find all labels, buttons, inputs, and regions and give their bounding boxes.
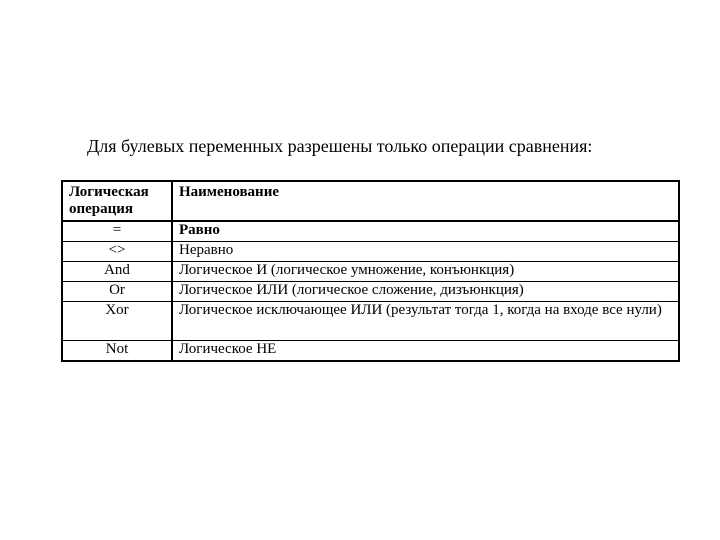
name-cell: Логическое исключающее ИЛИ (результат тогда 1, когда на входе все нули) <box>172 302 679 341</box>
table-row <box>62 262 679 282</box>
intro-text: Для булевых переменных разрешены только операции сравнения: <box>87 136 593 156</box>
operations-table <box>61 180 680 362</box>
operation-cell: Or <box>62 282 172 302</box>
header-name: Наименование <box>172 181 679 221</box>
table-header-row <box>62 181 679 221</box>
operation-cell: <> <box>62 242 172 262</box>
operation-cell: And <box>62 262 172 282</box>
table-row <box>62 341 679 362</box>
operation-cell: Not <box>62 341 172 362</box>
name-cell: Неравно <box>172 242 679 262</box>
header-operation: Логическая операция <box>62 181 172 221</box>
operation-cell: = <box>62 221 172 242</box>
name-cell: Логическое НЕ <box>172 341 679 362</box>
operation-cell: Xor <box>62 302 172 341</box>
table-row <box>62 282 679 302</box>
name-cell: Логическое И (логическое умножение, конъюнкция) <box>172 262 679 282</box>
table-row <box>62 302 679 341</box>
name-cell: Равно <box>172 221 679 242</box>
table-row <box>62 221 679 242</box>
name-cell: Логическое ИЛИ (логическое сложение, дизъюнкция) <box>172 282 679 302</box>
table-row <box>62 242 679 262</box>
